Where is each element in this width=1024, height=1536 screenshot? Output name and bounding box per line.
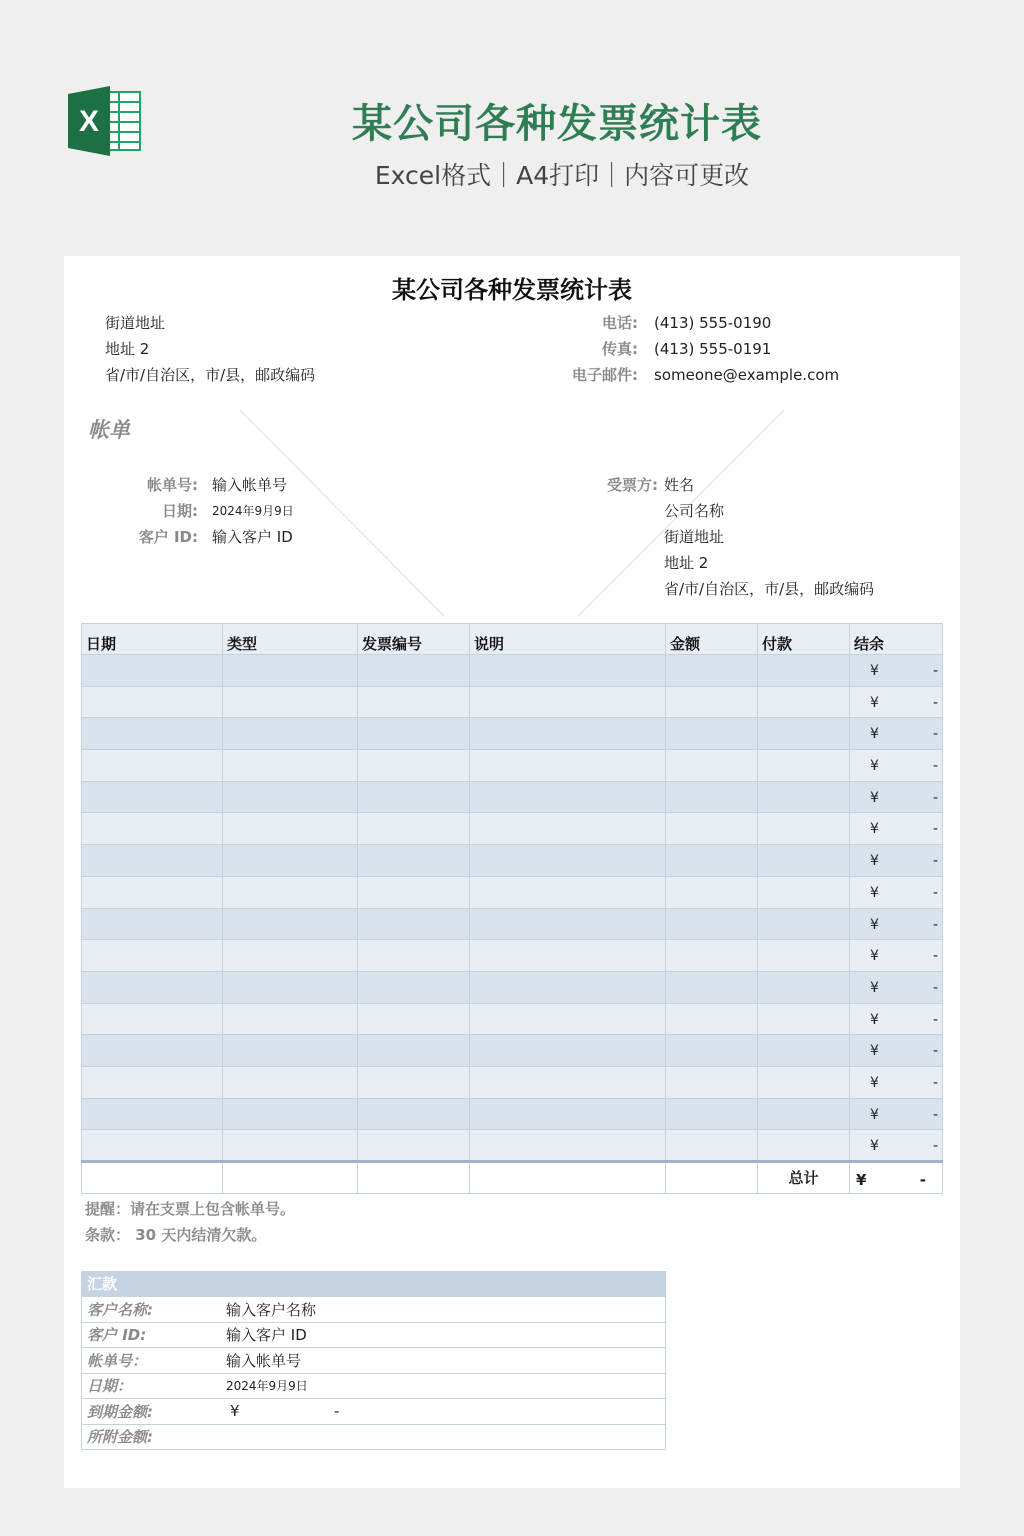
balance-value: - [932,853,938,870]
cell-invoice-no[interactable] [358,1130,470,1162]
table-row [82,845,943,877]
customer-id-label: 客户 ID: [138,528,198,546]
cell-type[interactable] [223,908,358,940]
cell-invoice-no[interactable] [358,750,470,782]
header-balance: 结余 [850,624,943,655]
email-value: someone@example.com [654,366,840,384]
cell-invoice-no[interactable] [358,908,470,940]
cell-invoice-no[interactable] [358,718,470,750]
cell-invoice-no[interactable] [358,813,470,845]
currency-symbol: ¥ [870,1011,879,1028]
remit-bill-no-label: 帐单号： [87,1351,148,1370]
cell-balance[interactable] [850,1130,943,1162]
header-invoice-no: 发票编号 [358,624,470,655]
total-amount: - [919,1171,926,1189]
cell-type[interactable] [223,1130,358,1162]
date-value[interactable]: 2024年9月9日 [212,504,294,518]
cell-description[interactable] [470,718,666,750]
table-row [82,1066,943,1098]
cell-payment[interactable] [758,655,850,687]
cell-invoice-no[interactable] [358,686,470,718]
cell-type[interactable] [223,1003,358,1035]
cell-date[interactable] [82,1098,223,1130]
cell-description[interactable] [470,876,666,908]
cell-payment[interactable] [758,971,850,1003]
fax-label: 传真: [602,340,638,358]
cell-amount[interactable] [666,718,758,750]
table-body [82,655,943,1194]
remit-row-bill-no [81,1348,666,1374]
cell-invoice-no[interactable] [358,845,470,877]
table-row [82,655,943,687]
cell-type[interactable] [223,1035,358,1067]
cell-type[interactable] [223,813,358,845]
cell-description[interactable] [470,686,666,718]
cell-payment[interactable] [758,845,850,877]
balance-value: - [932,948,938,965]
terms-note: 条款： 30 天内结清欠款。 [85,1226,267,1244]
table-row [82,1098,943,1130]
cell-date[interactable] [82,718,223,750]
cell-amount[interactable] [666,1098,758,1130]
recipient-company[interactable]: 公司名称 [664,502,725,520]
cell-invoice-no[interactable] [358,1003,470,1035]
cell-type[interactable] [223,1098,358,1130]
cell-description[interactable] [470,1130,666,1162]
cell-date[interactable] [82,940,223,972]
cell-date[interactable] [82,686,223,718]
cell-amount[interactable] [666,750,758,782]
fax-value: (413) 555-0191 [654,340,772,358]
balance-value: - [932,821,938,838]
balance-value: - [932,663,938,679]
cell-balance[interactable] [850,845,943,877]
cell-payment[interactable] [758,908,850,940]
company-address [105,310,315,388]
remittance-title: 汇款 [81,1271,666,1297]
remit-customer-id-label: 客户 ID: [87,1326,147,1345]
balance-value: - [932,916,938,933]
cell-balance[interactable] [850,655,943,687]
remit-row-date [81,1374,666,1400]
cell-payment[interactable] [758,1098,850,1130]
currency-symbol: ¥ [870,663,879,679]
currency-symbol: ¥ [870,916,879,933]
cell-type[interactable] [223,686,358,718]
cell-type[interactable] [223,971,358,1003]
currency-symbol: ¥ [870,948,879,965]
remit-customer-name-label: 客户名称: [87,1300,153,1319]
cell-balance[interactable] [850,686,943,718]
cell-description[interactable] [470,655,666,687]
cell-invoice-no[interactable] [358,876,470,908]
address-line-1: 街道地址 [105,314,166,332]
table-row [82,813,943,845]
total-label: 总计 [758,1162,850,1194]
cell-balance[interactable] [850,876,943,908]
remit-customer-id-value[interactable]: 输入客户 ID [226,1326,307,1345]
remit-due-value [226,1402,665,1420]
banner-title: 某公司各种发票统计表 [352,101,762,147]
table-header-row [82,624,943,655]
table-row [82,1003,943,1035]
phone-value: (413) 555-0190 [654,314,772,332]
cell-date[interactable] [82,876,223,908]
remit-row-paid [81,1425,666,1451]
header-payment: 付款 [758,624,850,655]
cell-amount[interactable] [666,1003,758,1035]
table-row [82,1035,943,1067]
currency-symbol: ¥ [870,694,879,711]
currency-symbol: ¥ [870,789,879,806]
total-row [82,1162,943,1194]
cell-amount[interactable] [666,655,758,687]
table-row [82,686,943,718]
cell-balance[interactable] [850,971,943,1003]
total-empty-cell [666,1162,758,1194]
balance-value: - [932,1011,938,1028]
cell-description[interactable] [470,750,666,782]
currency-symbol: ¥ [870,1074,879,1091]
company-contact [534,310,839,388]
cell-type[interactable] [223,940,358,972]
cell-description[interactable] [470,1066,666,1098]
cell-type[interactable] [223,750,358,782]
cell-payment[interactable] [758,718,850,750]
cell-balance[interactable] [850,718,943,750]
cell-description[interactable] [470,1098,666,1130]
currency-symbol: ¥ [870,853,879,870]
bill-section-label: 帐单 [88,418,130,442]
table-row [82,718,943,750]
remit-due-label: 到期金额: [87,1402,153,1421]
balance-value: - [932,1138,938,1155]
table-row [82,971,943,1003]
cell-date[interactable] [82,971,223,1003]
cell-date[interactable] [82,1035,223,1067]
cell-invoice-no[interactable] [358,1098,470,1130]
cell-type[interactable] [223,781,358,813]
recipient-address2[interactable]: 地址 2 [664,554,709,572]
cell-invoice-no[interactable] [358,655,470,687]
cell-description[interactable] [470,813,666,845]
currency-symbol: ¥ [870,821,879,838]
cell-amount[interactable] [666,908,758,940]
cell-date[interactable] [82,1130,223,1162]
cell-amount[interactable] [666,845,758,877]
cell-balance[interactable] [850,750,943,782]
currency-symbol: ¥ [870,1138,879,1155]
balance-value: - [932,1043,938,1060]
cell-payment[interactable] [758,1003,850,1035]
total-empty-cell [223,1162,358,1194]
cell-amount[interactable] [666,686,758,718]
cell-description[interactable] [470,781,666,813]
cell-type[interactable] [223,845,358,877]
remit-row-customer-name [81,1297,666,1323]
bill-no-label: 帐单号: [147,476,198,494]
cell-balance[interactable] [850,1066,943,1098]
cell-amount[interactable] [666,781,758,813]
cell-type[interactable] [223,1066,358,1098]
remit-row-customer-id [81,1323,666,1349]
banner [0,0,1024,250]
cell-description[interactable] [470,908,666,940]
table-row [82,876,943,908]
document-title: 某公司各种发票统计表 [392,276,632,304]
table-row [82,750,943,782]
cell-amount[interactable] [666,971,758,1003]
total-currency: ¥ [856,1171,867,1189]
balance-value: - [932,726,938,743]
cell-date[interactable] [82,655,223,687]
reminder-note: 提醒：请在支票上包含帐单号。 [85,1200,296,1218]
cell-type[interactable] [223,876,358,908]
currency-symbol: ¥ [870,1106,879,1123]
cell-balance[interactable] [850,1035,943,1067]
address-line-2: 地址 2 [105,340,150,358]
bill-info [124,472,294,550]
balance-value: - [932,694,938,711]
cell-description[interactable] [470,1003,666,1035]
cell-description[interactable] [470,971,666,1003]
cell-invoice-no[interactable] [358,1066,470,1098]
cell-invoice-no[interactable] [358,781,470,813]
cell-payment[interactable] [758,1035,850,1067]
remittance-table [81,1271,666,1450]
banner-subtitle: Excel格式｜A4打印｜内容可更改 [374,161,750,190]
cell-date[interactable] [82,813,223,845]
cell-amount[interactable] [666,1035,758,1067]
invoice-table [81,623,943,1194]
header-description: 说明 [470,624,666,655]
recipient-name[interactable]: 姓名 [664,476,695,494]
cell-balance[interactable] [850,1098,943,1130]
table-row [82,781,943,813]
balance-value: - [932,1106,938,1123]
cell-payment[interactable] [758,781,850,813]
remit-due-amount: - [334,1402,340,1421]
balance-value: - [932,979,938,996]
cell-payment[interactable] [758,813,850,845]
balance-value: - [932,884,938,901]
currency-symbol: ¥ [870,884,879,901]
total-empty-cell [82,1162,223,1194]
cell-payment[interactable] [758,750,850,782]
total-value [850,1162,943,1194]
remit-paid-label: 所附金额: [87,1428,153,1447]
cell-amount[interactable] [666,1066,758,1098]
address-line-3: 省/市/自治区，市/县，邮政编码 [105,366,316,384]
invoice-sheet [64,256,960,1488]
table-row [82,908,943,940]
remit-bill-no-value[interactable]: 输入帐单号 [226,1351,302,1370]
cell-invoice-no[interactable] [358,971,470,1003]
recipient-street[interactable]: 街道地址 [664,528,725,546]
cell-description[interactable] [470,1035,666,1067]
total-empty-cell [358,1162,470,1194]
cell-invoice-no[interactable] [358,940,470,972]
cell-balance[interactable] [850,908,943,940]
recipient-label: 受票方: [607,476,658,494]
total-empty-cell [470,1162,666,1194]
cell-type[interactable] [223,718,358,750]
cell-date[interactable] [82,908,223,940]
currency-symbol: ¥ [870,758,879,775]
cell-balance[interactable] [850,813,943,845]
cell-amount[interactable] [666,876,758,908]
cell-description[interactable] [470,845,666,877]
recipient-region[interactable]: 省/市/自治区，市/县，邮政编码 [664,580,875,598]
cell-amount[interactable] [666,940,758,972]
table-row [82,1130,943,1162]
remit-row-due [81,1399,666,1425]
cell-amount[interactable] [666,1130,758,1162]
cell-invoice-no[interactable] [358,1035,470,1067]
currency-symbol: ¥ [870,979,879,996]
cell-payment[interactable] [758,876,850,908]
cell-date[interactable] [82,1003,223,1035]
cell-balance[interactable] [850,1003,943,1035]
remit-date-value[interactable]: 2024年9月9日 [226,1379,308,1394]
currency-symbol: ¥ [870,1043,879,1060]
cell-payment[interactable] [758,686,850,718]
table-row [82,940,943,972]
email-label: 电子邮件: [572,366,638,384]
remit-due-currency: ¥ [230,1402,240,1421]
balance-value: - [932,758,938,775]
cell-payment[interactable] [758,1066,850,1098]
cell-date[interactable] [82,845,223,877]
remit-customer-name-value[interactable]: 输入客户名称 [226,1300,317,1319]
recipient-info [584,472,874,602]
cell-balance[interactable] [850,940,943,972]
currency-symbol: ¥ [870,726,879,743]
bill-no-value[interactable]: 输入帐单号 [212,476,288,494]
cell-description[interactable] [470,940,666,972]
svg-text:X: X [78,105,100,138]
cell-balance[interactable] [850,781,943,813]
cell-payment[interactable] [758,940,850,972]
cell-payment[interactable] [758,1130,850,1162]
cell-date[interactable] [82,1066,223,1098]
cell-date[interactable] [82,750,223,782]
notes [85,1196,295,1248]
header-type: 类型 [223,624,358,655]
phone-label: 电话: [602,314,638,332]
cell-type[interactable] [223,655,358,687]
date-label: 日期: [162,502,198,520]
balance-value: - [932,789,938,806]
cell-date[interactable] [82,781,223,813]
cell-amount[interactable] [666,813,758,845]
remit-date-label: 日期： [87,1377,133,1396]
header-amount: 金额 [666,624,758,655]
customer-id-value[interactable]: 输入客户 ID [212,528,293,546]
header-date: 日期 [82,624,223,655]
balance-value: - [932,1074,938,1091]
